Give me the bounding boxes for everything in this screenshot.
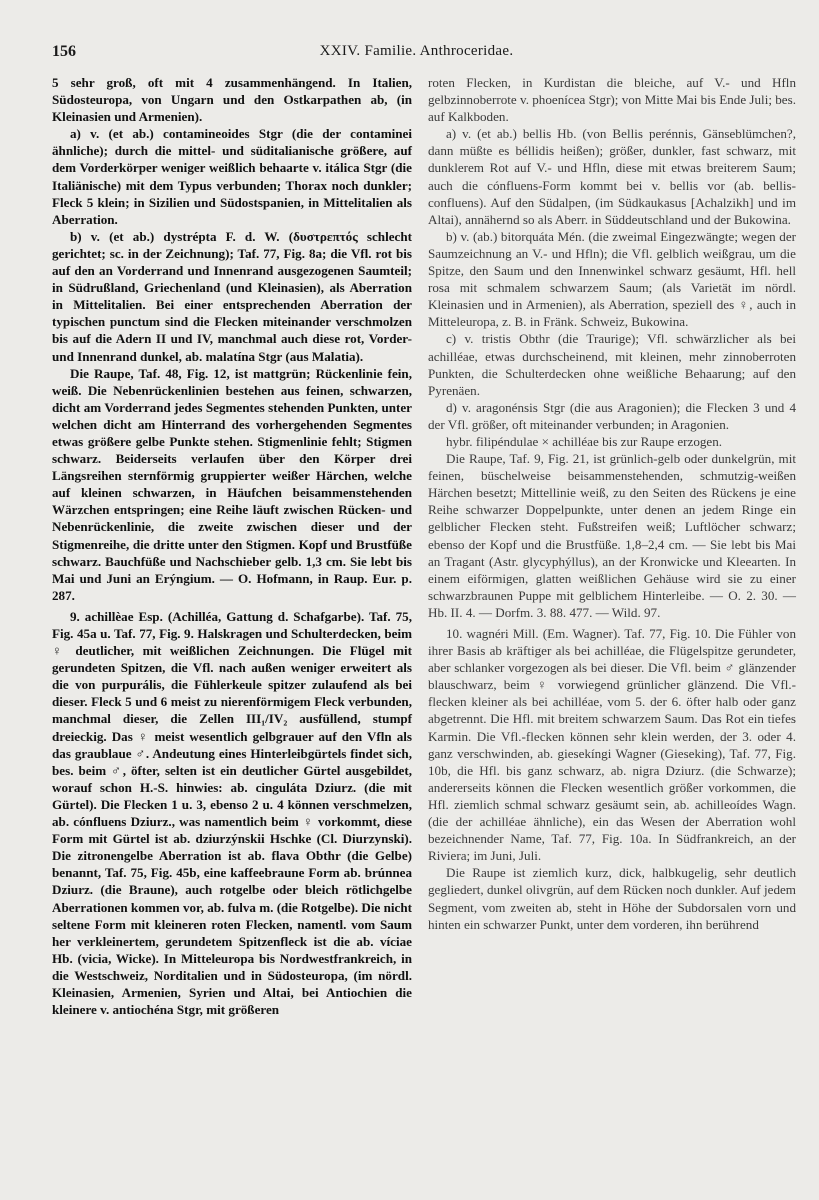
paragraph: roten Flecken, in Kurdistan die bleiche, auf V.- und Hfln gelbzinnoberrote v. phoenícea Stgr); von Mitte Mai bis Ende Juli; bes. auf Kalkboden. [428, 75, 796, 125]
paragraph: hybr. filipéndulae × achilléae bis zur Raupe erzogen. [446, 433, 723, 449]
paragraph: a) v. (et ab.) contamineoides Stgr (die der contaminei ähnliche); durch die mittel- und süditalianische größere, auf dem Vorderkörper weniger weißlich behaarte v. itálica Stgr (die Italiänische) mit dem Typus verbunden; Thorax noch dunkler; Fleck 5 klein; in Sizilien und Südostspanien, in Mittelitalien als Aberration. [52, 126, 412, 227]
page-number: 156 [52, 43, 76, 60]
species-entry: 10. wagnéri Mill. (Em. Wagner). Taf. 77, Fig. 10. Die Fühler von ihrer Basis ab kräftiger als bei achilléae, die Flügelspitze gerundeter, aber schlanker vorgezogen als bei dieser. Die Vfl. beim ♂ glänzender blauschwarz, beim ♀ vorwiegend grünlicher glänzend. Die Vfl.-flecken kleiner als bei achilléae, vom 5. der 6. öfter halb oder ganz abgetrennt. Die Hfl. mit breitem schwarzem Saum. Das Rot ein tiefes Karmin. Die Vfl.-flecken können sehr klein werden, der 3. oder 4. ganz verschwinden, ab. giesekíngi Wagner (Gieseking), Taf. 77, Fig. 10b, die Hfl. bis ganz schwarz, ab. nigra Dziurz. (die Schwarze); andererseits können die Flecken wesentlich größer vorkommen, die Hfl. ziemlich schmal schwarz gesäumt sein, ab. achilleoídes Wagn. (die der achilléae ähnliche), ein das Wesen der Aberration wohl bezeichnender Name, Taf. 77, Fig. 10a. In Südfrankreich, an der Riviera; im Juni, Juli. [428, 626, 796, 864]
running-title: XXIV. Familie. Anthroceridae. [319, 43, 514, 59]
paragraph: c) v. tristis Obthr (die Traurige); Vfl. schwärzlicher als bei achilléae, etwas durchscheinend, mit kleinen, mehr zinnoberroten Punkten, die Schulterdecken ohne weißliche Behaarung; auf den Pyrenäen. [428, 331, 796, 398]
paragraph: 5 sehr groß, oft mit 4 zusammenhängend. In Italien, Südosteuropa, von Ungarn und den Ostkarpathen ab, (in Kleinasien und Armenien). [52, 75, 412, 125]
paragraph: a) v. (et ab.) bellis Hb. (von Bellis perénnis, Gänseblümchen?, dann müßte es béllidis heißen); größer, dunkler, fast schwarz, mit dunklerem Rot auf V.- und Hfln, diese mit etwas breiterem Saum; auch die cónfluens-Form kommt bei v. bellis vor (ab. bellis-confluens). Auf den Südalpen, (im Südkaukasus [Achalzikh] und im Altai), annähernd so als Aberr. in Süddeutschland und der Bukowina. [428, 126, 796, 227]
paragraph: d) v. aragonénsis Stgr (die aus Aragonien); die Flecken 3 und 4 der Vfl. größer, oft miteinander verbunden; in Aragonien. [428, 399, 796, 432]
left-column [52, 74, 412, 1018]
page-header [52, 43, 781, 65]
species-entry: 9. achillèae Esp. (Achilléa, Gattung d. Schafgarbe). Taf. 75, Fig. 45a u. Taf. 77, Fig. 9. Halskragen und Schulterdecken, beim ♀ deutlicher, mit weißlichen Zeichnungen. Die Flügel mit gerundeten Spitzen, die Vfl. nach außen weniger erweitert als die von purpurális, die Fühlerkeule spitzer zulaufend als bei dieser. Fleck 5 und 6 meist zu nierenförmigem Fleck verbunden, manchmal dieser, die Zellen III₁/IV₂ ausfüllend, stumpf dreieckig. Das ♀ meist wesentlich gelbgrauer auf den Vfln als das graublaue ♂. Andeutung eines Hinterleibgürtels findet sich, bes. beim ♂, öfter, selten ist ein deutlicher Gürtel ausgebildet, worauf schon H.-S. hinwies: ab. cinguláta Dziurz. (die mit Gürtel). Die Flecken 1 u. 3, ebenso 2 u. 4 können verschmelzen, ab. cónfluens Dziurz., was namentlich beim ♀ vorkommt, diese Form mit Gürtel ist ab. dziurzýnskii Hschke (Cl. Diurzynski). Die zitronengelbe Aberration ist ab. flava Obthr (die Gelbe) benannt, Taf. 75, Fig. 45b, eine kaffeebraune Form ab. brúnnea Dziurz. (die Braune), auch rotgelbe oder bleich rötlichgelbe Aberrationen kommen vor, ab. fulva m. (die Rotgelbe). Die nicht seltene Form mit kleineren roten Flecken, namentl. vom Saum her verkleinertem, gerundetem Spitzenfleck ist die ab. víciae Hb. (vicia, Wicke). In Mitteleuropa bis Nordwestfrankreich, in die Westschweiz, Norditalien und in Südosteuropa, (im nördl. Kleinasien, Armenien, Syrien und Altai, bei Antiochien die kleinere v. antiochéna Stgr, mit größeren [52, 608, 412, 1018]
paragraph: Die Raupe, Taf. 9, Fig. 21, ist grünlich-gelb oder dunkelgrün, mit feinen, büschelweise beisammenstehenden, schmutzig-weißen Härchen besetzt; Mittellinie weiß, zu den Seiten des Rückens je eine Reihe schwarzer Doppelpunkte, unter denen an jedem Ringe ein gelblicher Flecken steht. Fußstreifen weiß; Luftlöcher schwarz; ebenso der Kopf und die Brustfüße. 1,8–2,4 cm. — Sie lebt bis Mai an Tragant (Astr. glycyphýllus), an der Kronwicke und Kleearten. In einem eiförmigen, glatten weißlichen Gehäuse wird sie zu einer schwarzbraunen Puppe mit gelblichem Hinterleibe. — O. 2. 30. — Hb. II. 4. — Dorfm. 3. 88. 477. — Wild. 97. [428, 451, 796, 620]
paragraph: b) v. (ab.) bitorquáta Mén. (die zweimal Eingezwängte; wegen der Saumzeichnung an V.- und Hfln); die Vfl. gelblich weißgrau, um die Spitze, den Saum und den Innenwinkel schwarz gesäumt, Hfl. hell rosa mit schmalem schwarzem Saum; (als Varietät im nördl. Kleinasien und in Armenien), als Aberration, speziell des ♀, auch in Mitteleuropa, z. B. in Fränk. Schweiz, Bukowina. [428, 228, 796, 330]
paragraph: Die Raupe, Taf. 48, Fig. 12, ist mattgrün; Rückenlinie fein, weiß. Die Nebenrückenlinien bestehen aus feinen, schwarzen, dicht am Vorderrand jedes Segmentes stehenden Punkten, unter welchen dicht am Hinterrand des vorhergehenden Segmentes etwas größere gelbe Punkte stehen. Stigmenlinie fehlt; Stigmen schwarz. Beiderseits verlaufen über den Körper drei Längsreihen sternförmig gruppierter weißer Härchen, welche auf kleinen schwarzen, in Häufchen beisammenstehenden Wärzchen entspringen; eine Reihe läuft zwischen Rücken- und Nebenrückenlinie, die zweite zwischen dieser und der Stigmenreihe, die dritte unter den Stigmen. Kopf und Brustfüße schwarz. Bauchfüße und Nachschieber gelb. 1,3 cm. Sie lebt bis Mai und Juni an Erýngium. — O. Hofmann, in Raup. Eur. p. 287. [52, 365, 412, 603]
paragraph: Die Raupe ist ziemlich kurz, dick, halbkugelig, sehr deutlich gegliedert, dunkel olivgrün, auf dem Rücken noch dunkler. Auf jedem Segment, vom zweiten ab, steht in Höhe der Subdorsalen vorn und hinten ein schwarzer Punkt, unter dem vorderen, ihn berührend [428, 865, 796, 932]
paragraph: b) v. (et ab.) dystrépta F. d. W. (δυστρεπτός schlecht gerichtet; sc. in der Zeichnung); Taf. 77, Fig. 8a; die Vfl. rot bis auf den an Vorderrand und Innenrand ausgezogenen Saumteil; in Südrußland, Griechenland (und Kleinasien), als Aberration in Mittelitalien. Bei einer entsprechenden Aberration der typischen punctum sind die Flecken miteinander verschmolzen bis auf die Adern II und IV, manchmal auch diese rot, Vorder- und Innenrand dunkel, ab. malatína Stgr (aus Malatia). [52, 228, 412, 364]
right-column [428, 74, 796, 933]
